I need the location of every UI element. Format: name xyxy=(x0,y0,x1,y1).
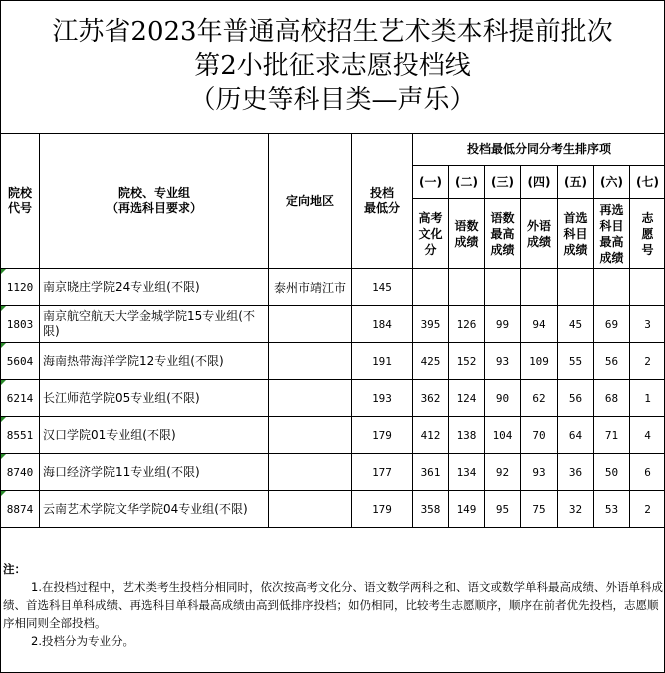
rank-4: 75 xyxy=(521,491,558,528)
header-rank-num-4: (四) xyxy=(521,166,558,199)
header-rank-num-6: (六) xyxy=(594,166,630,199)
rank-2: 126 xyxy=(449,306,485,343)
rank-1 xyxy=(413,269,449,306)
rank-6: 56 xyxy=(594,343,630,380)
header-rank-num-5: (五) xyxy=(558,166,594,199)
rank-2: 149 xyxy=(449,491,485,528)
school-group-name: 云南艺术学院文华学院04专业组(不限) xyxy=(40,491,269,528)
rank-1: 425 xyxy=(413,343,449,380)
rank-7: 6 xyxy=(630,454,665,491)
rank-6: 68 xyxy=(594,380,630,417)
header-rank-num-1: (一) xyxy=(413,166,449,199)
header-rank-num-3: (三) xyxy=(485,166,521,199)
table-row xyxy=(1,269,665,306)
rank-6: 71 xyxy=(594,417,630,454)
rank-3: 99 xyxy=(485,306,521,343)
title-line-3: （历史等科目类—声乐） xyxy=(189,85,476,115)
rank-4 xyxy=(521,269,558,306)
rank-3 xyxy=(485,269,521,306)
rank-5: 32 xyxy=(558,491,594,528)
header-ranking-group: 投档最低分同分考生排序项 xyxy=(413,134,665,166)
table-row xyxy=(1,491,665,528)
rank-2: 138 xyxy=(449,417,485,454)
header-school-code: 院校 代号 xyxy=(1,134,40,269)
rank-4: 93 xyxy=(521,454,558,491)
rank-7: 3 xyxy=(630,306,665,343)
rank-3: 93 xyxy=(485,343,521,380)
min-score: 193 xyxy=(352,380,413,417)
school-code: 8874 xyxy=(1,491,40,528)
rank-7: 2 xyxy=(630,491,665,528)
rank-5: 64 xyxy=(558,417,594,454)
rank-2: 124 xyxy=(449,380,485,417)
school-group-name: 海南热带海洋学院12专业组(不限) xyxy=(40,343,269,380)
school-group-name: 南京航空航天大学金城学院15专业组(不限) xyxy=(40,306,269,343)
min-score: 179 xyxy=(352,417,413,454)
header-region: 定向地区 xyxy=(269,134,352,269)
rank-3: 95 xyxy=(485,491,521,528)
table-row xyxy=(1,343,665,380)
rank-6 xyxy=(594,269,630,306)
school-group-name: 长江师范学院05专业组(不限) xyxy=(40,380,269,417)
header-rank-label-6: 再选科目最高成绩 xyxy=(594,199,630,269)
rank-6: 69 xyxy=(594,306,630,343)
school-group-name: 汉口学院01专业组(不限) xyxy=(40,417,269,454)
note-item-2: 2.投档分为专业分。 xyxy=(31,634,134,648)
rank-4: 94 xyxy=(521,306,558,343)
school-code: 6214 xyxy=(1,380,40,417)
region xyxy=(269,491,352,528)
rank-1: 362 xyxy=(413,380,449,417)
rank-2 xyxy=(449,269,485,306)
rank-5 xyxy=(558,269,594,306)
school-code: 1120 xyxy=(1,269,40,306)
rank-6: 53 xyxy=(594,491,630,528)
school-code: 8740 xyxy=(1,454,40,491)
rank-4: 62 xyxy=(521,380,558,417)
table-row xyxy=(1,380,665,417)
rank-5: 56 xyxy=(558,380,594,417)
rank-1: 395 xyxy=(413,306,449,343)
rank-3: 92 xyxy=(485,454,521,491)
header-school-group: 院校、专业组 （再选科目要求） xyxy=(40,134,269,269)
notes-label: 注： xyxy=(3,562,26,576)
header-rank-num-7: (七) xyxy=(630,166,665,199)
rank-4: 109 xyxy=(521,343,558,380)
min-score: 184 xyxy=(352,306,413,343)
school-code: 5604 xyxy=(1,343,40,380)
header-rank-label-4: 外语成绩 xyxy=(521,199,558,269)
header-rank-label-1: 高考文化分 xyxy=(413,199,449,269)
rank-4: 70 xyxy=(521,417,558,454)
header-rank-label-5: 首选科目成绩 xyxy=(558,199,594,269)
header-min-score: 投档 最低分 xyxy=(352,134,413,269)
school-group-name: 南京晓庄学院24专业组(不限) xyxy=(40,269,269,306)
rank-2: 152 xyxy=(449,343,485,380)
note-item-1: 1.在投档过程中，艺术类考生投档分相同时，依次按高考文化分、语文数学两科之和、语文或数学单科最高成绩、外语单科成绩、首选科目单科成绩、再选科目单科最高成绩由高到低排序投档；如仍相同，比较考生志愿顺序，顺序在前者优先投档，志愿顺序相同则全部投档。 xyxy=(3,580,663,630)
school-group-name: 海口经济学院11专业组(不限) xyxy=(40,454,269,491)
header-rank-label-7: 志愿号 xyxy=(630,199,665,269)
rank-6: 50 xyxy=(594,454,630,491)
region xyxy=(269,380,352,417)
region xyxy=(269,306,352,343)
table-row xyxy=(1,454,665,491)
school-code: 8551 xyxy=(1,417,40,454)
school-code: 1803 xyxy=(1,306,40,343)
table-row xyxy=(1,306,665,343)
region xyxy=(269,343,352,380)
rank-5: 36 xyxy=(558,454,594,491)
region xyxy=(269,417,352,454)
admission-score-table xyxy=(0,133,665,528)
rank-1: 358 xyxy=(413,491,449,528)
document-title xyxy=(0,0,665,133)
rank-2: 134 xyxy=(449,454,485,491)
region xyxy=(269,454,352,491)
rank-7: 4 xyxy=(630,417,665,454)
notes-section xyxy=(0,527,665,673)
rank-3: 90 xyxy=(485,380,521,417)
rank-1: 361 xyxy=(413,454,449,491)
rank-7: 2 xyxy=(630,343,665,380)
table-row xyxy=(1,417,665,454)
rank-5: 45 xyxy=(558,306,594,343)
min-score: 145 xyxy=(352,269,413,306)
rank-3: 104 xyxy=(485,417,521,454)
rank-7 xyxy=(630,269,665,306)
title-line-1: 江苏省2023年普通高校招生艺术类本科提前批次 xyxy=(52,17,613,47)
min-score: 179 xyxy=(352,491,413,528)
rank-1: 412 xyxy=(413,417,449,454)
min-score: 177 xyxy=(352,454,413,491)
header-rank-label-2: 语数成绩 xyxy=(449,199,485,269)
region: 泰州市靖江市 xyxy=(269,269,352,306)
title-line-2: 第2小批征求志愿投档线 xyxy=(194,51,471,81)
header-rank-label-3: 语数最高成绩 xyxy=(485,199,521,269)
min-score: 191 xyxy=(352,343,413,380)
rank-5: 55 xyxy=(558,343,594,380)
header-rank-num-2: (二) xyxy=(449,166,485,199)
rank-7: 1 xyxy=(630,380,665,417)
